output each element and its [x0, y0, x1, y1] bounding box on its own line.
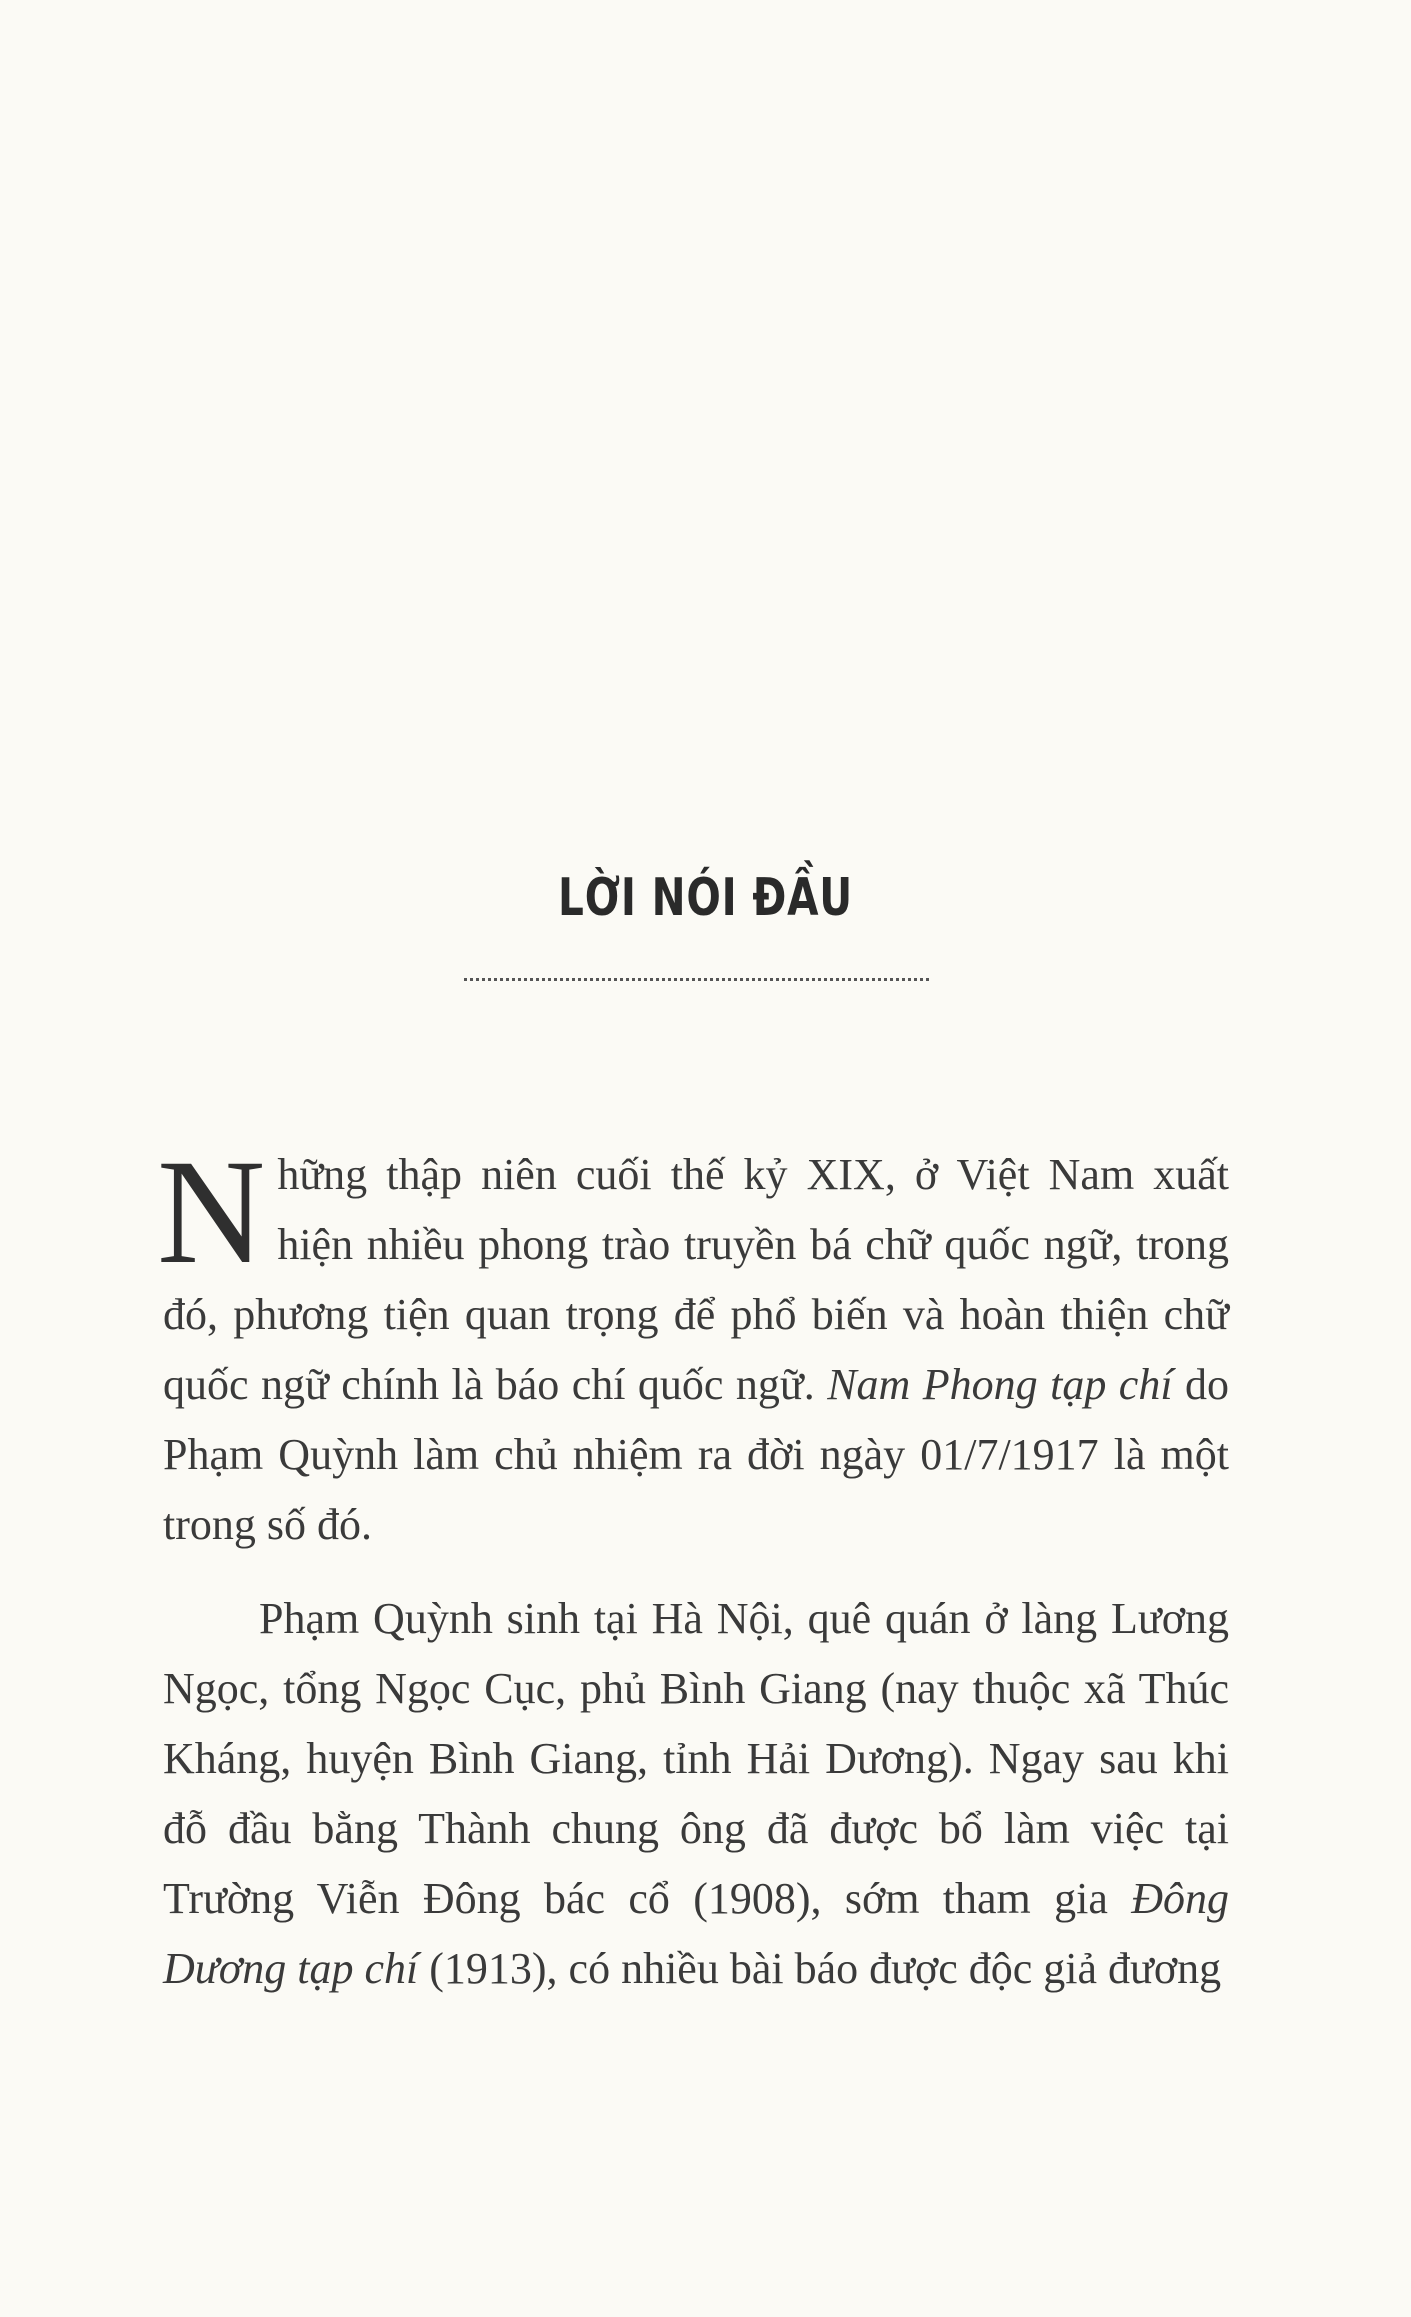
paragraph-1-italic-title: Nam Phong tạp chí	[827, 1360, 1173, 1409]
paragraph-2-text-b: (1913), có nhiều bài báo được độc giả đương	[418, 1944, 1222, 1993]
paragraph-1	[157, 1129, 1230, 1560]
title-dotted-divider	[464, 978, 929, 981]
paragraph-2-text-a: Phạm Quỳnh sinh tại Hà Nội, quê quán ở làng Lương Ngọc, tổng Ngọc Cục, phủ Bình Giang (nay thuộc xã Thúc Kháng, huyện Bình Giang, tỉnh Hải Dương). Ngay sau khi đỗ đầu bằng Thành chung ông đã được bổ làm việc tại Trường Viễn Đông bác cổ (1908), sớm tham gia	[163, 1594, 1229, 1923]
paragraph-1-text-b: do Phạm Quỳnh làm chủ nhiệm ra đời ngày 01/7/1917 là một trong số đó.	[163, 1360, 1230, 1549]
body-text	[157, 1129, 1230, 2004]
paragraph-2	[163, 1584, 1229, 2004]
drop-cap: N	[157, 1129, 266, 1295]
paragraph-2-italic-title: Đông Dương tạp chí	[163, 1874, 1229, 1993]
paragraph-1-text-a: hững thập niên cuối thế kỷ XIX, ở Việt Nam xuất hiện nhiều phong trào truyền bá chữ quốc ngữ, trong đó, phương tiện quan trọng để phổ biến và hoàn thiện chữ quốc ngữ chính là báo chí quốc ngữ.	[163, 1150, 1229, 1409]
page-title: LỜI NÓI ĐẦU	[557, 868, 854, 928]
